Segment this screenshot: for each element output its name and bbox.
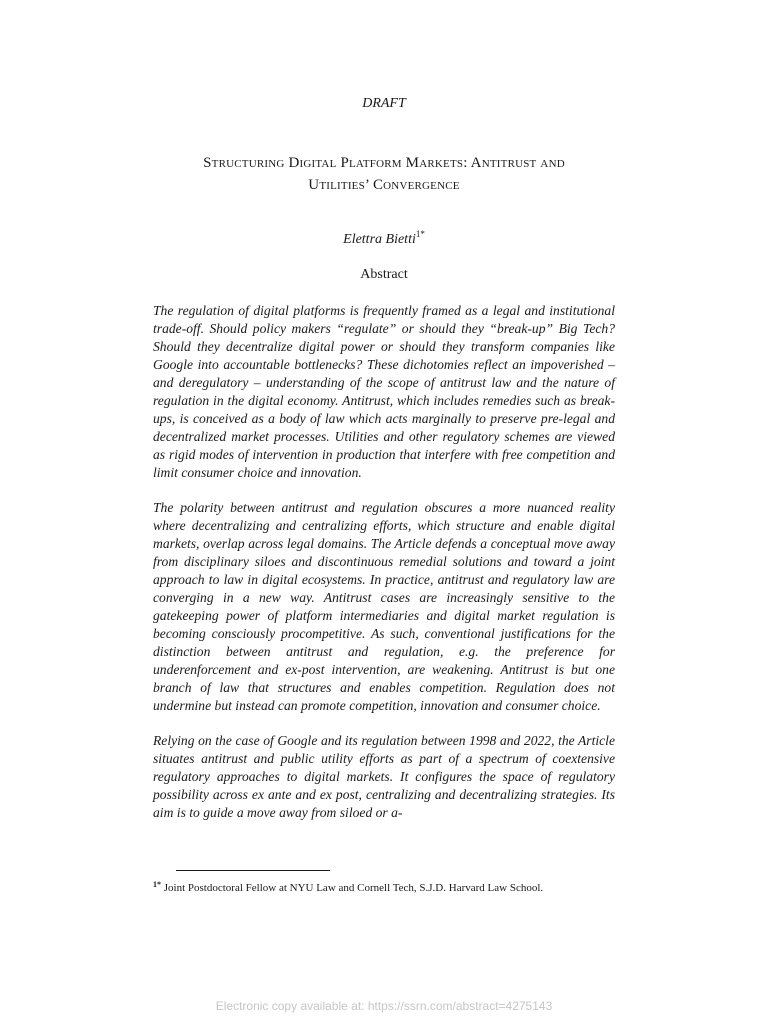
abstract-paragraph-2: The polarity between antitrust and regulation obscures a more nuanced reality where decentralizing and centralizing efforts, which structure and enable digital markets, overlap across legal domains. The Article defends a conceptual move away from disciplinary siloes and discontinuous remedial solutions and toward a joint approach to law in digital ecosystems. In practice, antitrust and regulatory law are converging in a new way. Antitrust cases are increasingly sensitive to the gatekeeping power of platform intermediaries and digital market regulation is becoming consciously procompetitive. As such, conventional justifications for the distinction between antitrust and regulation, e.g. the preference for underenforcement and ex-post intervention, are weakening. Antitrust is but one branch of law that structures and enables competition. Regulation does not undermine but instead can promote competition, innovation and consumer choice.: [153, 500, 615, 713]
paper-title: [150, 152, 618, 196]
footnote-divider: [176, 870, 330, 871]
title-line-2: Utilities’ Convergence: [308, 177, 460, 193]
title-line-1: Structuring Digital Platform Markets: Antitrust and: [203, 155, 565, 171]
abstract-body: [153, 302, 615, 839]
abstract-paragraph-3: Relying on the case of Google and its regulation between 1998 and 2022, the Article situates antitrust and public utility efforts as part of a spectrum of coextensive regulatory approaches to digital markets. It configures the space of regulatory possibility across ex ante and ex post, centralizing and decentralizing strategies. Its aim is to guide a move away from siloed or a-: [153, 733, 615, 820]
author-footnote-marker[interactable]: 1*: [415, 229, 425, 239]
footnote: [153, 878, 623, 895]
ssrn-watermark: Electronic copy available at: https://ssrn.com/abstract=4275143: [215, 999, 553, 1013]
draft-label: DRAFT: [362, 96, 406, 111]
footnote-text: Joint Postdoctoral Fellow at NYU Law and Cornell Tech, S.J.D. Harvard Law School.: [161, 882, 544, 894]
author-name: Elettra Bietti: [343, 232, 416, 247]
footnote-marker: 1*: [153, 880, 161, 889]
author-line: [0, 229, 768, 248]
abstract-paragraph-1: The regulation of digital platforms is frequently framed as a legal and institutional trade-off. Should policy makers “regulate” or should they “break-up” Big Tech? Should they decentralize digital power or should they transform companies like Google into accountable bottlenecks? These dichotomies reflect an impoverished – and deregulatory – understanding of the scope of antitrust law and the nature of regulation in the digital economy. Antitrust, which includes remedies such as break-ups, is conceived as a body of law which acts marginally to preserve pre-legal and decentralized market processes. Utilities and other regulatory schemes are viewed as rigid modes of intervention in production that interfere with free competition and limit consumer choice and innovation.: [153, 303, 615, 480]
abstract-heading: Abstract: [360, 267, 408, 282]
